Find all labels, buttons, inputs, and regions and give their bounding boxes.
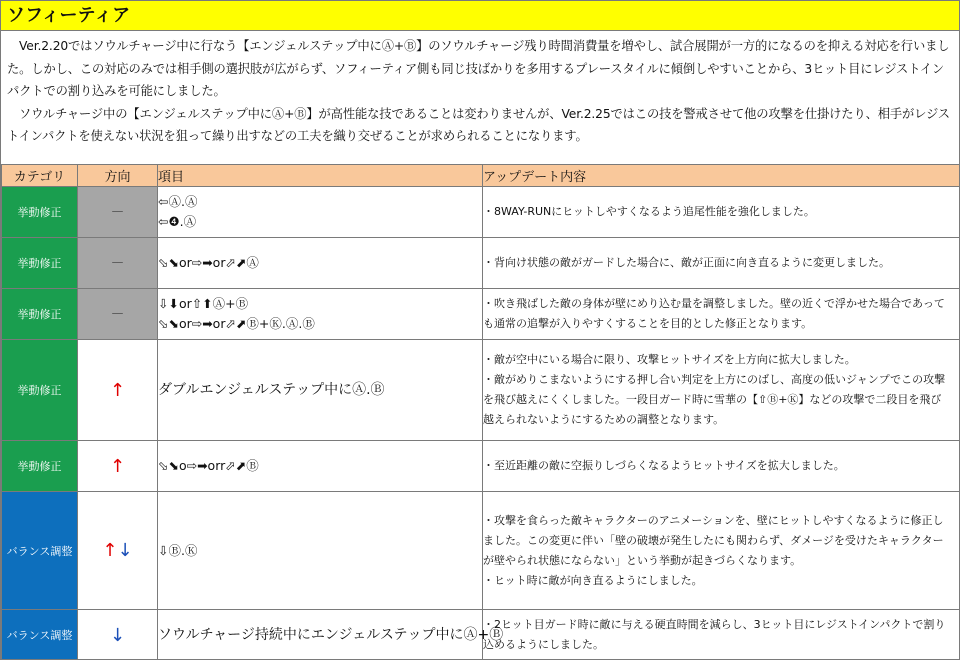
direction-cell	[78, 441, 158, 492]
table-row	[2, 289, 960, 340]
item-cell	[158, 441, 483, 492]
direction-cell	[78, 492, 158, 610]
category-cell: 挙動修正	[2, 340, 78, 441]
direction-cell: －	[78, 187, 158, 238]
direction-cell: －	[78, 238, 158, 289]
table-row	[2, 492, 960, 610]
intro-text	[1, 31, 959, 164]
item-line: ⇦Ⓐ.Ⓐ	[158, 194, 198, 209]
item-line: ⇩⬇or⇧⬆Ⓐ+Ⓑ	[158, 296, 249, 311]
item-line: ⬂⬊or⇨➡or⬀⬈Ⓐ	[158, 255, 259, 270]
header-category: カテゴリ	[2, 165, 78, 187]
item-cell	[158, 289, 483, 340]
content-line: ました。この変更に伴い「壁の破壊が発生したにも関わらず、ダメージを受けたキャラクター	[483, 533, 944, 547]
content-line: ・2ヒット目ガード時に敵に与える硬直時間を減らし、3ヒット目にレジストインパクトで割り	[483, 618, 946, 631]
header-item: 項目	[158, 165, 483, 187]
direction-cell	[78, 610, 158, 660]
content-line: ・8WAY-RUNにヒットしやすくなるよう追尾性能を強化しました。	[483, 205, 815, 218]
content-line: ・至近距離の敵に空振りしづらくなるようヒットサイズを拡大しました。	[483, 459, 845, 472]
content-cell	[483, 492, 960, 610]
character-title: ソフィーティア	[1, 1, 959, 31]
intro-paragraph: ソウルチャージ中の【エンジェルステップ中にⒶ+Ⓑ】が高性能な技であることは変わりませんが、Ver.2.25ではこの技を警戒させて他の攻撃を仕掛けたり、相手がレジストインパクトを使えない状況を狙って繰り出すなどの工夫を織り交ぜることが求められることになります。	[7, 106, 950, 143]
table-row	[2, 610, 960, 660]
category-cell: 挙動修正	[2, 187, 78, 238]
category-cell: 挙動修正	[2, 238, 78, 289]
content-cell	[483, 340, 960, 441]
direction-cell	[78, 340, 158, 441]
header-direction: 方向	[78, 165, 158, 187]
item-cell	[158, 492, 483, 610]
content-line: ・敵がめりこまないようにする押し合い判定を上方にのばし、高度の低いジャンプでこの攻撃	[483, 373, 946, 386]
content-cell	[483, 610, 960, 660]
content-line: を飛び越えにくくしました。一段目ガード時に雪華の【⇧Ⓑ+Ⓚ】などの攻撃で二段目を飛び	[483, 393, 942, 406]
content-line: ・攻撃を食らった敵キャラクターのアニメーションを、壁にヒットしやすくなるように修正し	[483, 513, 944, 527]
content-line: が壁やられ状態にならない」という挙動が起きづらくなります。	[483, 553, 802, 567]
content-line: も通常の追撃が入りやすくすることを目的とした修正となります。	[483, 317, 813, 330]
arrow-up-icon: ↑	[102, 540, 118, 561]
item-line: ソウルチャージ持続中にエンジェルステップ中にⒶ+Ⓑ	[158, 627, 504, 643]
item-line: ダブルエンジェルステップ中にⒶ.Ⓑ	[158, 382, 385, 398]
table-row	[2, 238, 960, 289]
direction-cell: －	[78, 289, 158, 340]
item-line: ⇦❹.Ⓐ	[158, 214, 197, 229]
update-table	[1, 164, 960, 660]
table-row	[2, 187, 960, 238]
table-header-row	[2, 165, 960, 187]
item-cell	[158, 340, 483, 441]
content-line: ・背向け状態の敵がガードした場合に、敵が正面に向き直るように変更しました。	[483, 256, 890, 269]
item-cell	[158, 238, 483, 289]
arrow-up-icon: ↑	[109, 379, 126, 401]
content-line: ・吹き飛ばした敵の身体が壁にめり込む量を調整しました。壁の近くで浮かせた場合であって	[483, 297, 945, 310]
arrow-down-icon: ↓	[117, 540, 133, 561]
category-cell: バランス調整	[2, 492, 78, 610]
category-cell: 挙動修正	[2, 441, 78, 492]
category-cell: バランス調整	[2, 610, 78, 660]
content-line: 越えられないようにするための調整となります。	[483, 413, 725, 426]
table-row	[2, 441, 960, 492]
intro-paragraph: Ver.2.20ではソウルチャージ中に行なう【エンジェルステップ中にⒶ+Ⓑ】のソウルチャージ残り時間消費量を増やし、試合展開が一方的になるのを抑える対応を行いました。しかし、この対応のみでは相手側の選択肢が広がらず、ソフィーティア側も同じ技ばかりを多用するプレースタイルに傾倒しやすいことから、3ヒット目にレジストインパクトでの割り込みを可能にしました。	[7, 39, 950, 98]
item-line: ⇩Ⓑ.Ⓚ	[158, 542, 198, 558]
content-line: 込めるようにしました。	[483, 638, 604, 651]
item-line: ⬂⬊o⇨➡orr⬀⬈Ⓑ	[158, 458, 259, 473]
item-cell	[158, 610, 504, 660]
content-line: ・ヒット時に敵が向き直るようにしました。	[483, 573, 703, 587]
category-cell: 挙動修正	[2, 289, 78, 340]
arrow-down-icon: ↓	[109, 624, 126, 646]
header-content: アップデート内容	[483, 165, 960, 187]
content-cell	[483, 289, 960, 340]
content-cell	[483, 187, 960, 238]
content-line: ・敵が空中にいる場合に限り、攻撃ヒットサイズを上方向に拡大しました。	[483, 353, 856, 366]
arrow-up-icon: ↑	[109, 455, 126, 477]
item-cell	[158, 187, 483, 238]
content-cell	[483, 238, 960, 289]
content-cell	[483, 441, 960, 492]
item-line: ⬂⬊or⇨➡or⬀⬈Ⓑ+Ⓚ.Ⓐ.Ⓑ	[158, 316, 315, 331]
table-row	[2, 340, 960, 441]
